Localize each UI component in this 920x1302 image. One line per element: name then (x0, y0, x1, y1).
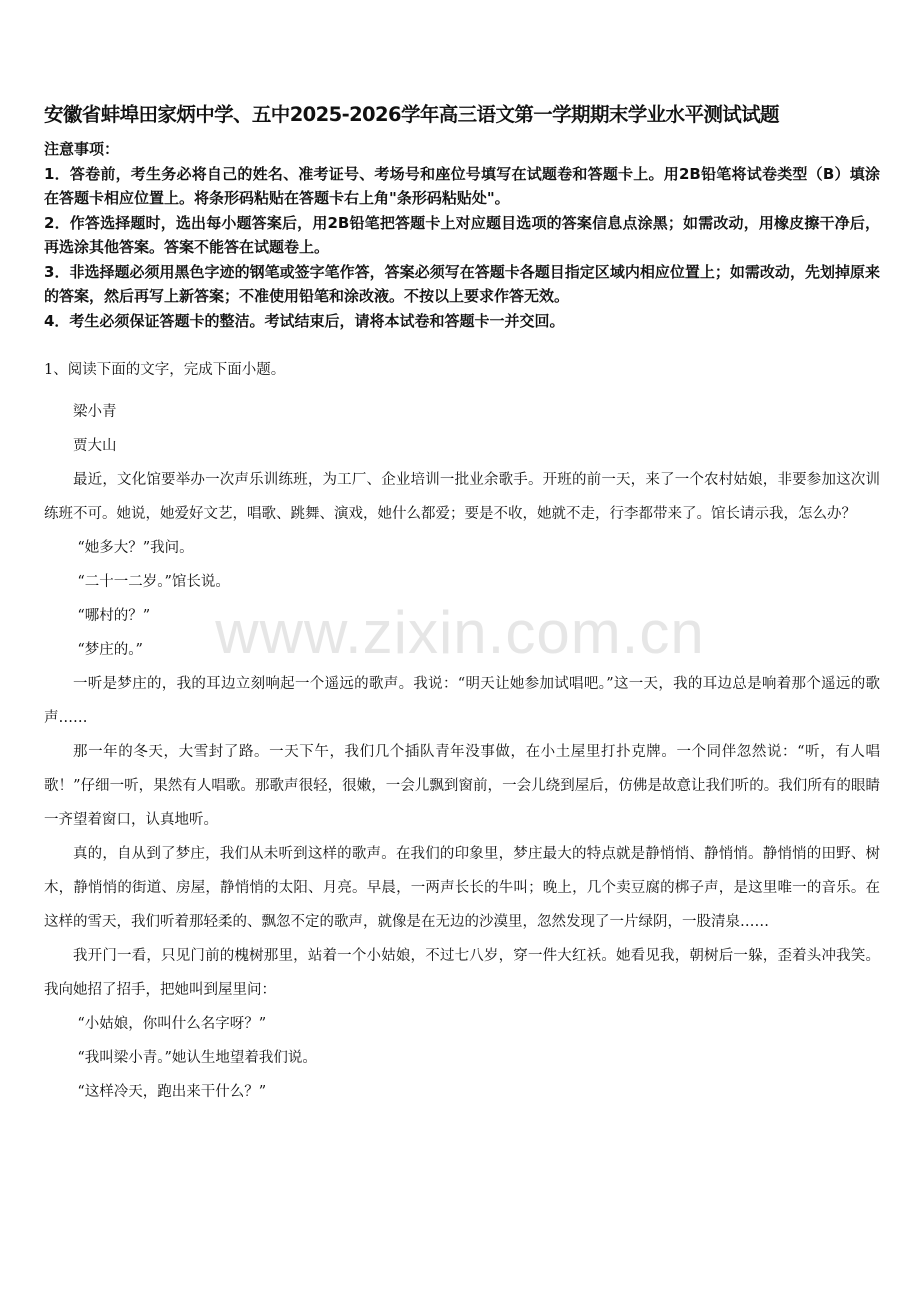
passage-paragraph: “小姑娘，你叫什么名字呀？” (77, 1016, 267, 1032)
passage-paragraph: “她多大？”我问。 (77, 540, 194, 556)
passage-paragraph: 一听是梦庄的，我的耳边立刻响起一个遥远的歌声。我说：“明天让她参加试唱吧。”这一天，我的耳边总是响着那个遥远的歌声…… (44, 676, 880, 726)
passage-title: 梁小青 (73, 404, 117, 420)
watermark: www.zixin.com.cn (215, 599, 705, 666)
notice-item-3: 3．非选择题必须用黑色字迹的钢笔或签字笔作答，答案必须写在答题卡各题目指定区域内相应位置上；如需改动，先划掉原来的答案，然后再写上新答案；不准使用铅笔和涂改液。不按以上要求作答无效。 (44, 262, 880, 305)
exam-title: 安徽省蚌埠田家炳中学、五中2025-2026学年高三语文第一学期期末学业水平测试试题 (44, 103, 779, 126)
passage-paragraph: “二十一二岁。”馆长说。 (77, 574, 230, 590)
notice-item-2: 2．作答选择题时，选出每小题答案后，用2B铅笔把答题卡上对应题目选项的答案信息点涂黑；如需改动，用橡皮擦干净后，再选涂其他答案。答案不能答在试题卷上。 (44, 213, 880, 256)
question-prompt: 1、阅读下面的文字，完成下面小题。 (44, 362, 286, 378)
notice-section (44, 137, 880, 333)
passage-paragraph: 最近，文化馆要举办一次声乐训练班，为工厂、企业培训一批业余歌手。开班的前一天，来了一个农村姑娘，非要参加这次训练班不可。她说，她爱好文艺，唱歌、跳舞、演戏，她什么都爱；要是不收，她就不走，行李都带来了。馆长请示我，怎么办？ (44, 472, 880, 522)
passage-paragraph: 那一年的冬天，大雪封了路。一天下午，我们几个插队青年没事做，在小土屋里打扑克牌。一个同伴忽然说：“听，有人唱歌！”仔细一听，果然有人唱歌。那歌声很轻，很嫩，一会儿飘到窗前，一会儿绕到屋后，仿佛是故意让我们听的。我们所有的眼睛一齐望着窗口，认真地听。 (44, 744, 880, 828)
passage-paragraph: 我开门一看，只见门前的槐树那里，站着一个小姑娘，不过七八岁，穿一件大红袄。她看见我，朝树后一躲，歪着头冲我笑。我向她招了招手，把她叫到屋里问： (44, 948, 880, 998)
notice-heading: 注意事项： (44, 140, 120, 158)
passage-paragraph: “哪村的？” (77, 608, 151, 624)
passage-paragraph: “梦庄的。” (77, 642, 143, 658)
passage-paragraph: “我叫梁小青。”她认生地望着我们说。 (77, 1050, 317, 1066)
passage-author: 贾大山 (73, 438, 117, 454)
notice-item-1: 1．答卷前，考生务必将自己的姓名、准考证号、考场号和座位号填写在试题卷和答题卡上。用2B铅笔将试卷类型（B）填涂在答题卡相应位置上。将条形码粘贴在答题卡右上角"条形码粘贴处"。 (44, 164, 880, 207)
notice-item-4: 4．考生必须保证答题卡的整洁。考试结束后，请将本试卷和答题卡一并交回。 (44, 311, 565, 330)
passage-paragraph: “这样冷天，跑出来干什么？” (77, 1084, 267, 1100)
passage-paragraph: 真的，自从到了梦庄，我们从未听到这样的歌声。在我们的印象里，梦庄最大的特点就是静悄悄、静悄悄。静悄悄的田野、树木，静悄悄的街道、房屋，静悄悄的太阳、月亮。早晨，一两声长长的牛叫；晚上，几个卖豆腐的梆子声，是这里唯一的音乐。在这样的雪天，我们听着那轻柔的、飘忽不定的歌声，就像是在无边的沙漠里，忽然发现了一片绿阴，一股清泉…… (44, 846, 880, 930)
reading-passage (44, 395, 880, 1109)
